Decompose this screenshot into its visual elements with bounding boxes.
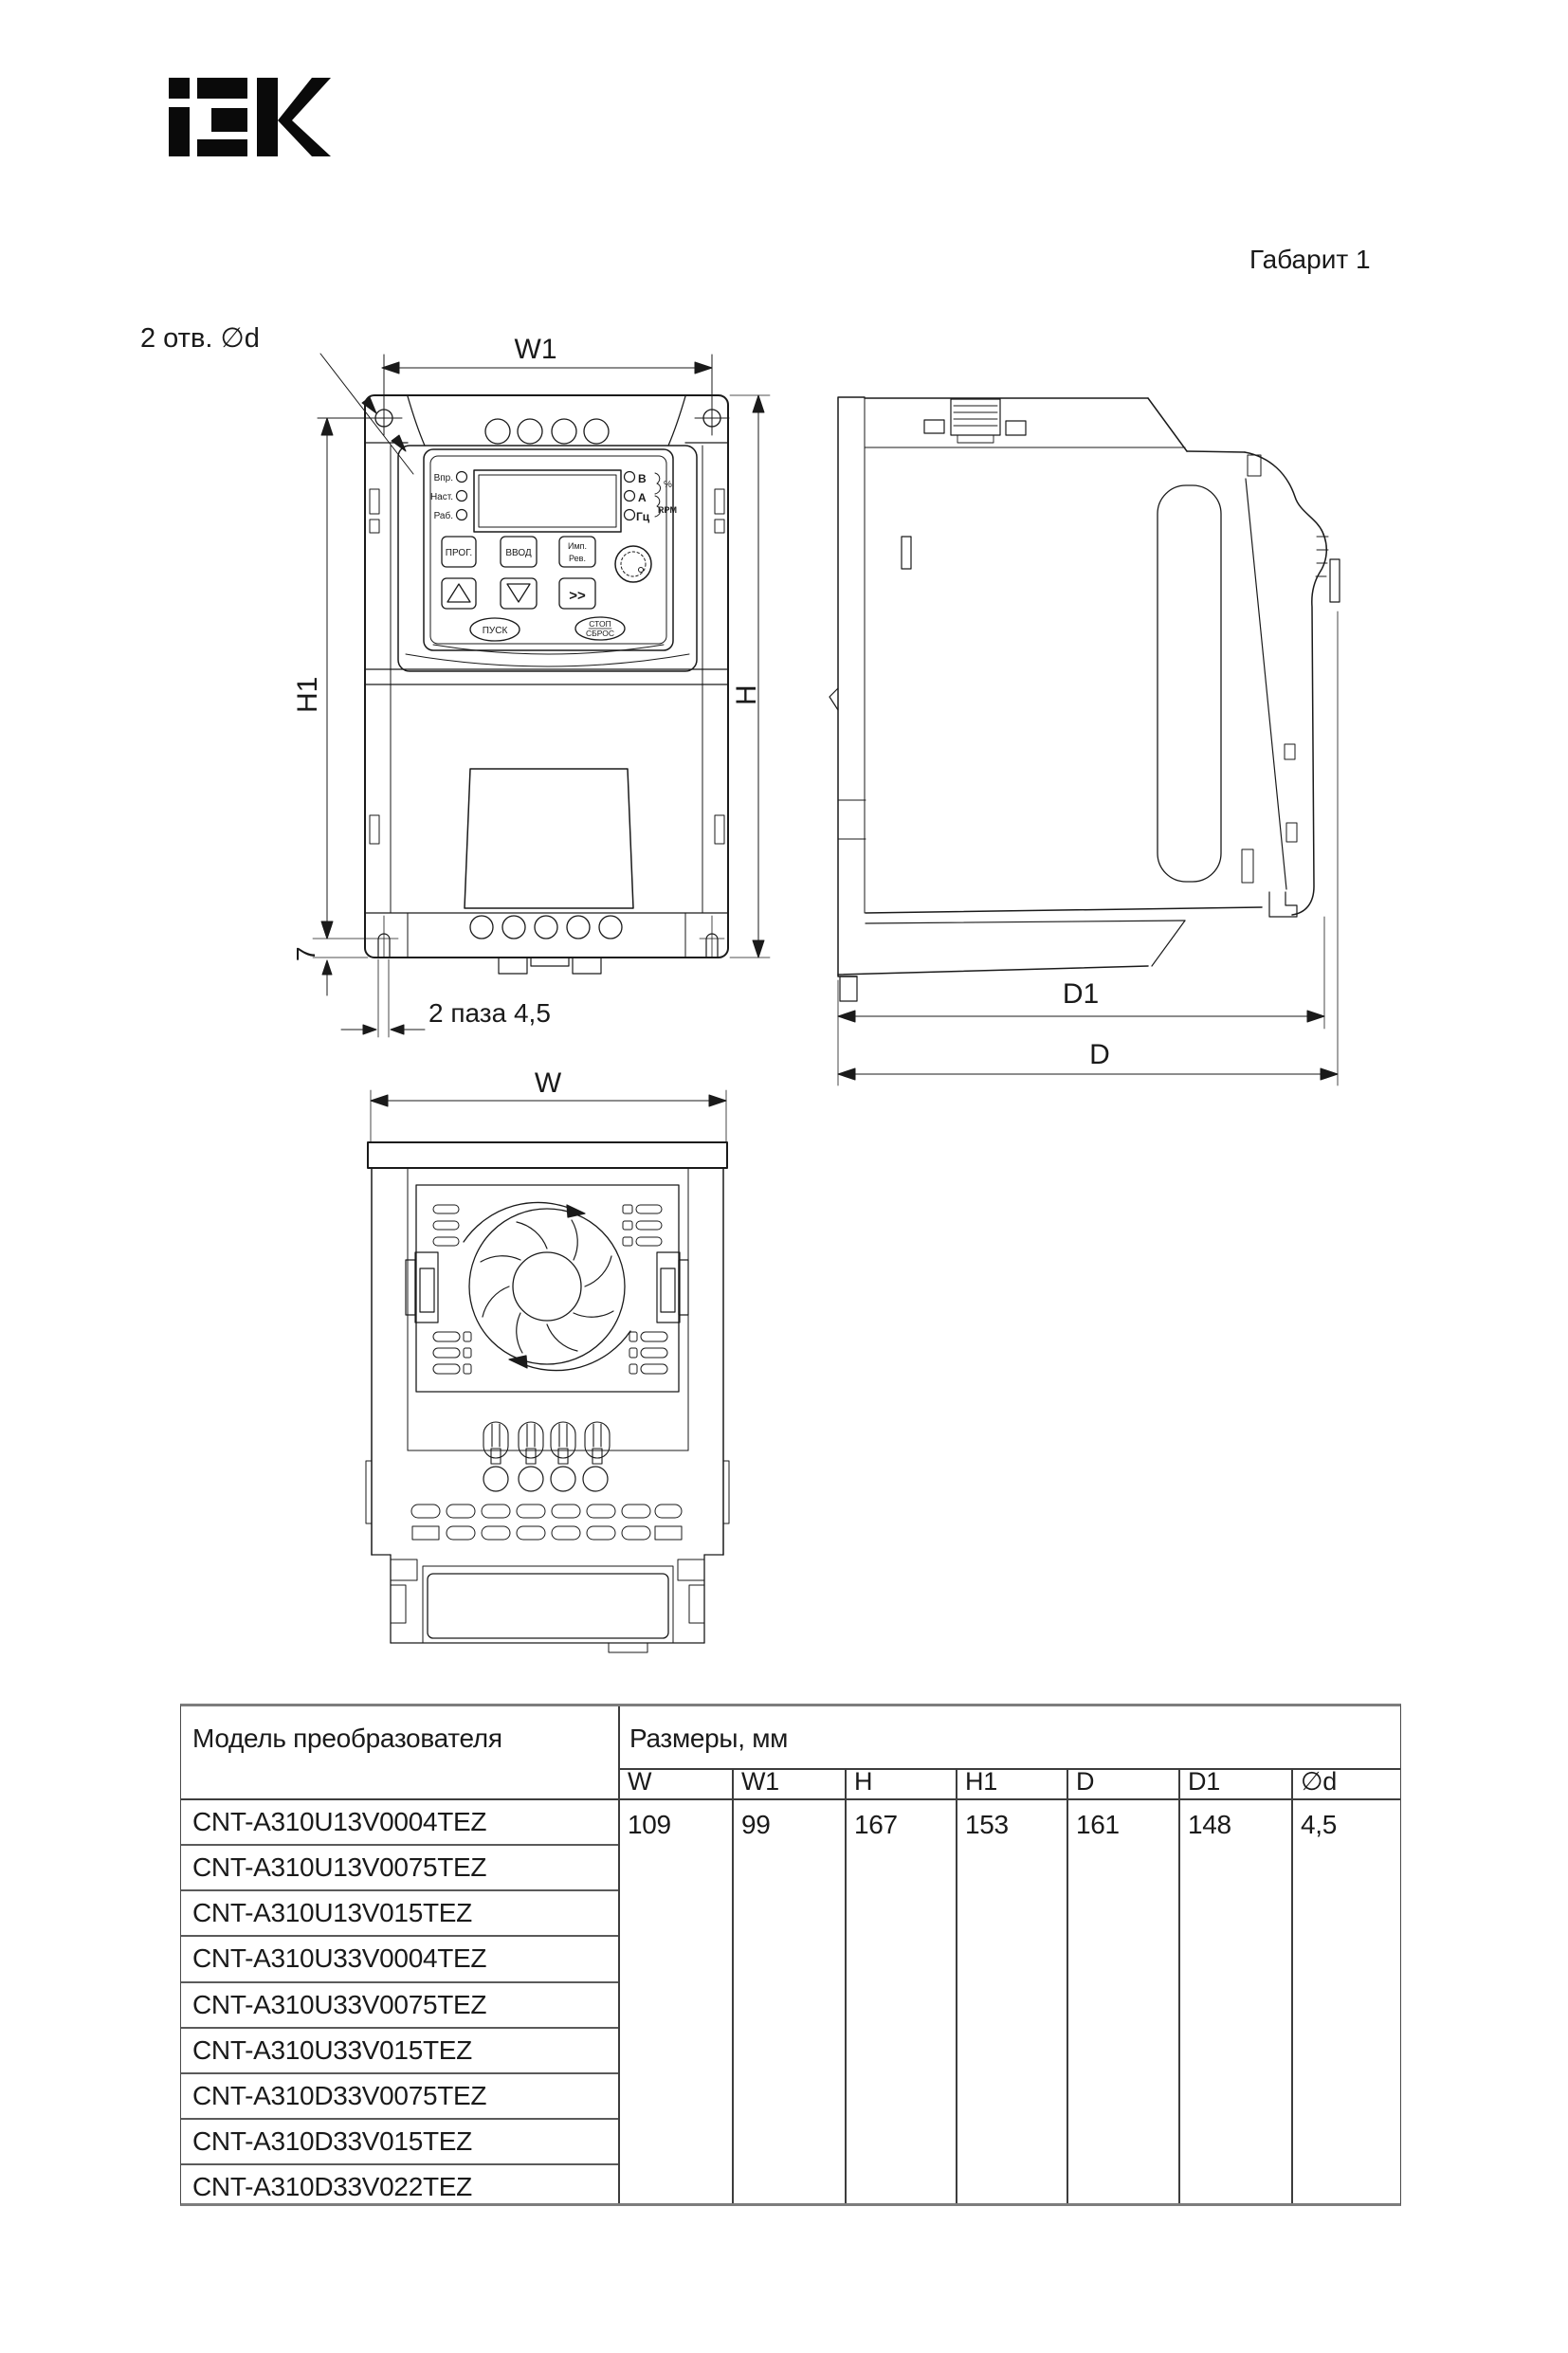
- dim-header-h1: H1: [965, 1767, 997, 1796]
- model-row: CNT-A310D33V0075TEZ: [192, 2081, 487, 2110]
- vent-ovals: [411, 1505, 682, 1540]
- dim-7-label: 7: [291, 946, 320, 961]
- mounting-slots: [313, 916, 724, 958]
- table-row-divider: [181, 1889, 618, 1891]
- unit-rpm: RPM: [658, 505, 677, 515]
- table-row-divider: [181, 2118, 618, 2120]
- table-divider: [1067, 1768, 1068, 2203]
- dim-h-label: H: [731, 684, 762, 705]
- front-view: [313, 355, 729, 974]
- dim-d-label: D: [1089, 1039, 1110, 1070]
- arrow-down-icon: [507, 584, 530, 602]
- model-row: CNT-A310D33V015TEZ: [192, 2126, 472, 2156]
- fan-icon: [464, 1202, 630, 1370]
- bottom-knockouts: [470, 916, 622, 939]
- led-label-rab: Раб.: [433, 511, 453, 521]
- front-dimensions: [140, 323, 770, 1037]
- btn-imp-label: Имп.: [567, 541, 588, 551]
- rotation-arrow-icon: [567, 1205, 585, 1217]
- table-divider: [618, 1706, 620, 2203]
- unit-label-v: В: [638, 472, 647, 485]
- vent-slots: [433, 1205, 667, 1374]
- dim-h1-label: H1: [292, 676, 323, 713]
- keyhole-slots: [408, 1422, 688, 1464]
- variant-label: Габарит 1: [1249, 245, 1371, 274]
- dim-value-d: 161: [1076, 1810, 1120, 1839]
- led-icon: [457, 472, 467, 483]
- slot-note: 2 паза 4,5: [428, 998, 551, 1028]
- unit-leds: [625, 472, 635, 520]
- dim-header-w: W: [628, 1767, 652, 1796]
- side-dimensions: [838, 611, 1338, 1085]
- led-icon: [457, 510, 467, 520]
- top-knockouts: [485, 419, 609, 444]
- led-icon: [457, 491, 467, 502]
- status-leds: [457, 472, 467, 520]
- dim-value-h1: 153: [965, 1810, 1009, 1839]
- terminal-cover: [465, 769, 633, 908]
- dimensions-table: [180, 1704, 1401, 2206]
- table-divider: [181, 1798, 1400, 1800]
- dim-value-w: 109: [628, 1810, 671, 1839]
- model-row: CNT-A310U13V0075TEZ: [192, 1852, 487, 1882]
- arrow-up-icon: [447, 584, 470, 602]
- side-vent-slot: [1158, 485, 1221, 882]
- unit-label-a: А: [638, 491, 647, 504]
- bottom-cap: [372, 1555, 723, 1652]
- dim-d1-label: D1: [1062, 978, 1100, 1010]
- model-row: CNT-A310U33V015TEZ: [192, 2035, 472, 2065]
- table-divider: [845, 1768, 847, 2203]
- dim-header-dd: ∅d: [1301, 1767, 1337, 1796]
- holes-note: 2 отв. ∅d: [140, 323, 260, 354]
- table-row-divider: [181, 1844, 618, 1846]
- table-header-model: Модель преобразователя: [192, 1724, 502, 1753]
- table-row-divider: [181, 2163, 618, 2165]
- dim-header-d: D: [1076, 1767, 1095, 1796]
- btn-prog-label: ПРОГ.: [445, 548, 473, 558]
- btn-start-label: ПУСК: [482, 626, 508, 636]
- model-row: CNT-A310U33V0004TEZ: [192, 1943, 487, 1973]
- dim-value-d1: 148: [1188, 1810, 1231, 1839]
- keypad: [424, 449, 677, 654]
- knob-icon: [615, 546, 651, 582]
- model-row: CNT-A310U13V0004TEZ: [192, 1807, 487, 1836]
- keypad-button-up: [442, 578, 476, 609]
- table-divider: [618, 1768, 1400, 1770]
- table-row-divider: [181, 1935, 618, 1937]
- table-header-sizes: Размеры, мм: [629, 1724, 789, 1753]
- btn-ff-label: >>: [569, 588, 586, 604]
- dim-header-w1: W1: [741, 1767, 779, 1796]
- table-divider: [956, 1768, 957, 2203]
- led-icon: [625, 472, 635, 483]
- table-divider: [1291, 1768, 1293, 2203]
- bottom-view: [366, 1067, 729, 1652]
- table-divider: [732, 1768, 734, 2203]
- table-row-divider: [181, 1981, 618, 1983]
- led-label-vpr: Впр.: [433, 473, 453, 483]
- side-clips: [406, 1252, 688, 1322]
- dim-header-h: H: [854, 1767, 873, 1796]
- btn-reset-label: СБРОС: [586, 629, 614, 638]
- btn-enter-label: ВВОД: [505, 548, 532, 558]
- dim-w-label: W: [534, 1067, 562, 1099]
- btn-stop-label: СТОП: [589, 619, 611, 629]
- dim-w1-label: W1: [514, 334, 557, 365]
- table-row-divider: [181, 2027, 618, 2029]
- btn-rev-label: Рев.: [569, 554, 586, 563]
- led-icon: [625, 491, 635, 502]
- model-row: CNT-A310U13V015TEZ: [192, 1898, 472, 1927]
- dim-header-d1: D1: [1188, 1767, 1220, 1796]
- dim-value-h: 167: [854, 1810, 898, 1839]
- table-divider: [1178, 1768, 1180, 2203]
- led-icon: [625, 510, 635, 520]
- bottom-view-knockouts: [483, 1467, 608, 1491]
- brace-icon: [655, 473, 661, 494]
- display: [474, 470, 621, 532]
- dim-value-w1: 99: [741, 1810, 771, 1839]
- side-view: [830, 397, 1340, 1001]
- model-row: CNT-A310U33V0075TEZ: [192, 1990, 487, 2019]
- unit-label-hz: Гц: [636, 510, 650, 523]
- led-label-nast: Наст.: [429, 492, 453, 502]
- table-row-divider: [181, 2072, 618, 2074]
- keypad-button-down: [501, 578, 537, 609]
- model-row: CNT-A310D33V022TEZ: [192, 2172, 472, 2201]
- rotation-arrow-icon: [509, 1356, 527, 1368]
- dim-value-dd: 4,5: [1301, 1810, 1338, 1839]
- unit-percent: %: [664, 480, 672, 490]
